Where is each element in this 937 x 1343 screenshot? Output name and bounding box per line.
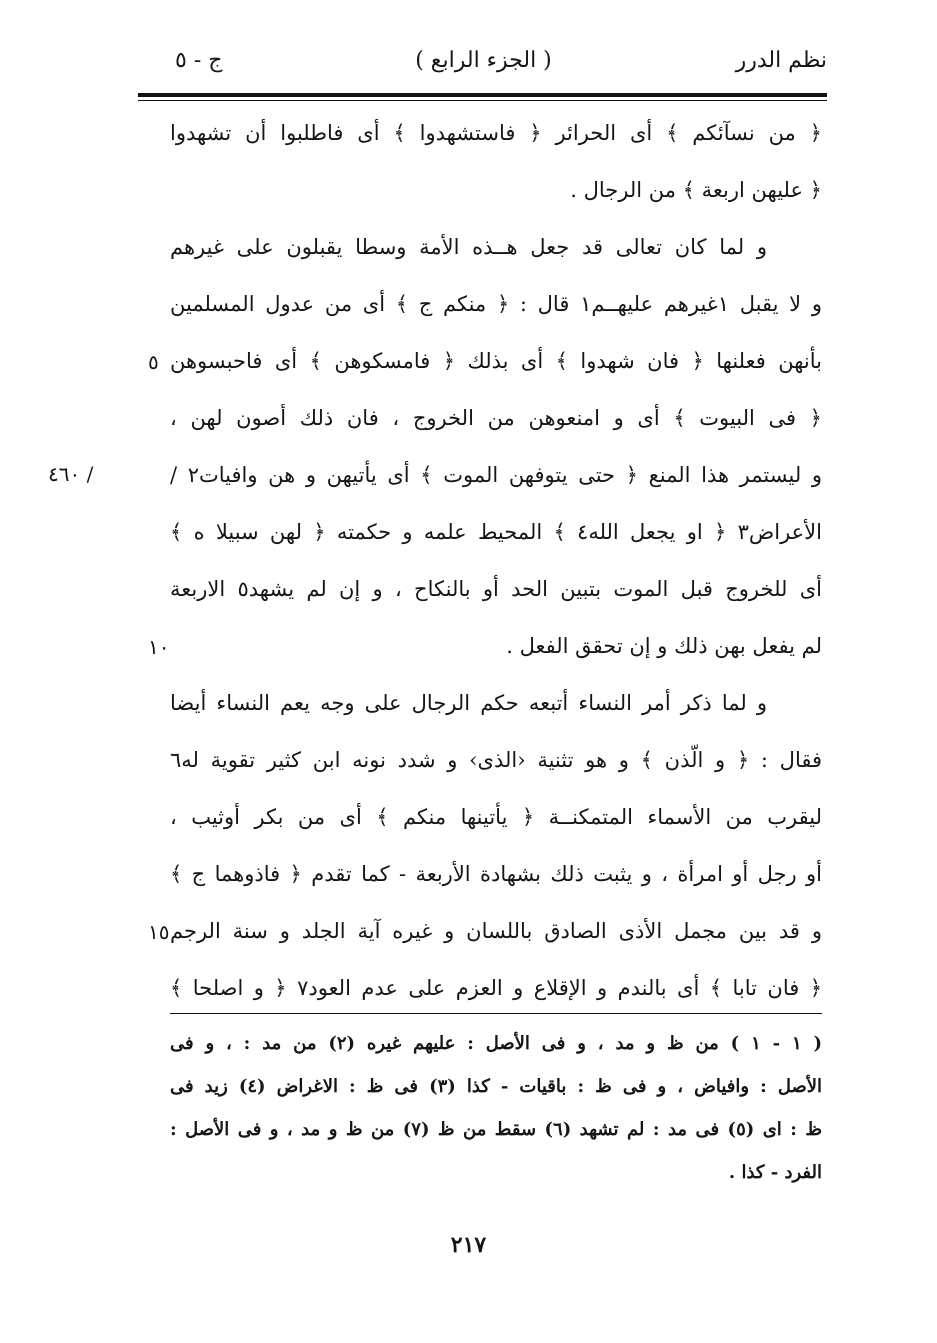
text-line: ليقرب من الأسماء المتمكنــة ﴿ يأتينها منكم ﴾ أى من بكر أوثيب ،: [170, 805, 822, 829]
text-line: و ليستمر هذا المنع ﴿ حتى يتوفهن الموت ﴾ أى يأتيهن و هن وافيات٢ /: [170, 463, 822, 487]
text-line: ﴿ عليهن اربعة ﴾ من الرجال .: [570, 178, 822, 202]
text-line: بأنهن فعلنها ﴿ فان شهدوا ﴾ أى بذلك ﴿ فامسكوهن ﴾ أى فاحبسوهن: [170, 349, 822, 373]
line-number-10: ١٠: [148, 635, 170, 659]
footnote-rule: [170, 1013, 822, 1014]
text-line: فقال : ﴿ و الّذن ﴾ و هو تثنية ‹الذى› و شدد نونه ابن كثير تقوية له٦: [170, 748, 822, 772]
page-number: ٢١٧: [450, 1232, 487, 1258]
main-text: [170, 105, 822, 1017]
book-title: نظم الدرر: [735, 48, 827, 73]
header-rule-thin: [138, 100, 827, 101]
header-rule-thick: [138, 93, 827, 97]
text-line: لم يفعل بهن ذلك و إن تحقق الفعل .: [506, 634, 822, 658]
text-line: أى للخروج قبل الموت بتبين الحد أو بالنكاح ، و إن لم يشهد٥ الاربعة: [170, 577, 822, 601]
line-number-5: ٥: [148, 350, 159, 374]
footnote-line: الأصل : وافياض ، و فى ظ : باقيات - كذا (٣) فى ظ : الاغراض (٤) زيد فى: [170, 1076, 822, 1097]
line-number-15: ١٥: [148, 920, 170, 944]
footnotes: [170, 1022, 822, 1194]
text-line: و لما كان تعالى قد جعل هــذه الأمة وسطا يقبلون على غيرهم: [170, 235, 767, 259]
footnote-line: ( ١ - ١ ) من ظ و مد ، و فى الأصل : عليهم غيره (٢) من مد : ، و فى: [170, 1033, 822, 1054]
text-line: و قد بين مجمل الأذى الصادق باللسان و غيره آية الجلد و سنة الرجم: [170, 919, 822, 943]
running-header: [140, 40, 827, 90]
footnote-line: ظ : اى (٥) فى مد : لم تشهد (٦) سقط من ظ (٧) من ظ و مد ، و فى الأصل :: [170, 1119, 822, 1140]
text-line: ﴿ فى البيوت ﴾ أى و امنعوهن من الخروج ، فان ذلك أصون لهن ،: [170, 406, 822, 430]
text-line: ﴿ من نسآئكم ﴾ أى الحرائر ﴿ فاستشهدوا ﴾ أى فاطلبوا أن تشهدوا: [170, 121, 822, 145]
manuscript-folio-marker: / ٤٦٠: [48, 462, 94, 486]
text-line: الأعراض٣ ﴿ او يجعل الله٤ ﴾ المحيط علمه و حكمته ﴿ لهن سبيلا ه ﴾: [170, 520, 822, 544]
text-line: و لا يقبل ١غيرهم عليهــم١ قال : ﴿ منكم ج ﴾ أى من عدول المسلمين: [170, 292, 822, 316]
text-line: أو رجل أو امرأة ، و يثبت ذلك بشهادة الأربعة - كما تقدم ﴿ فاذوهما ج ﴾: [170, 862, 822, 886]
part-label: ( الجزء الرابع ): [415, 48, 552, 73]
text-line: و لما ذكر أمر النساء أتبعه حكم الرجال على وجه يعم النساء أيضا: [170, 691, 767, 715]
footnote-line: الفرد - كذا .: [728, 1162, 822, 1183]
text-line: ﴿ فان تابا ﴾ أى بالندم و الإقلاع و العزم على عدم العود٧ ﴿ و اصلحا ﴾: [170, 976, 822, 1000]
volume-label: ج - ٥: [175, 48, 223, 73]
